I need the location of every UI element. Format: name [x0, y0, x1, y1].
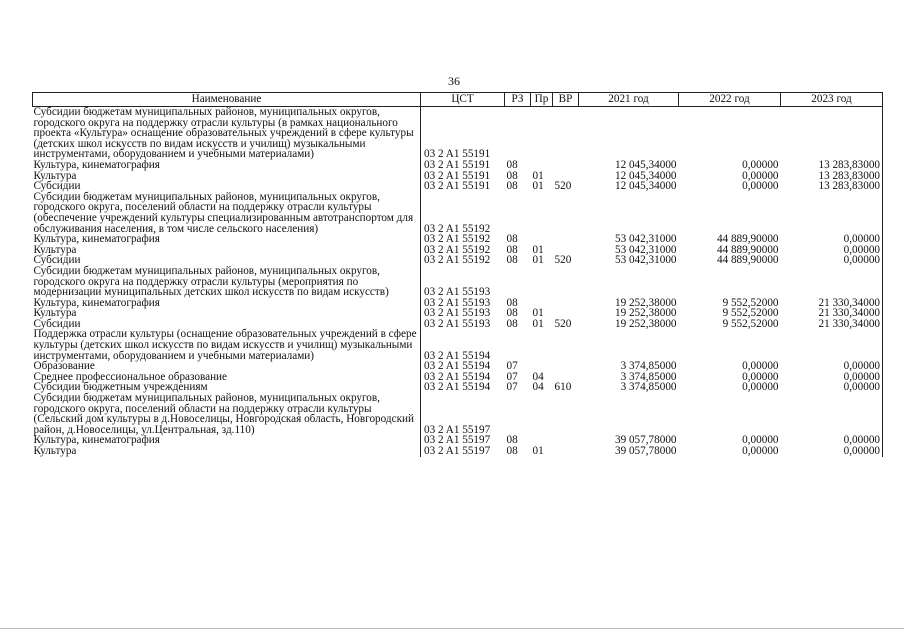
row-name: Культура, кинематография	[33, 298, 421, 309]
row-rz: 08	[506, 243, 518, 256]
row-rz	[505, 266, 531, 298]
table-row	[33, 160, 883, 171]
row-vr: 520	[554, 180, 572, 193]
row-2023: 0,00000	[781, 382, 883, 393]
row-cst: 03 2 A1 55191	[424, 148, 491, 161]
row-2023: 21 330,34000	[781, 319, 883, 330]
row-vr	[553, 446, 579, 457]
budget-table	[32, 92, 883, 457]
row-2023: 0,00000	[781, 234, 883, 245]
row-2022	[679, 393, 781, 435]
table-row	[33, 107, 883, 160]
row-2023	[781, 107, 883, 160]
row-2021: 12 045,34000	[614, 158, 677, 171]
row-2021: 19 252,38000	[614, 307, 677, 320]
row-2023: 0,00000	[781, 372, 883, 383]
row-2022	[679, 329, 781, 361]
row-2021: 53 042,31000	[614, 254, 677, 267]
row-cst: 03 2 A1 55194	[424, 381, 491, 394]
row-2022: 0,00000	[742, 445, 779, 457]
row-name: Субсидии бюджетам муниципальных районов, муниципальных округов, городского округа, поселений области на поддержку отрасли культуры (обеспечение учреждений культуры специализированным автотранспортом для обслуживания населения, в том числе сельского населения)	[33, 192, 421, 234]
row-cst: 03 2 A1 55192	[424, 233, 491, 246]
row-vr	[553, 393, 579, 435]
row-2021: 39 057,78000	[614, 434, 677, 447]
row-2021	[579, 393, 679, 435]
row-pr: 01	[532, 445, 544, 457]
row-2022: 0,00000	[742, 169, 779, 182]
row-2021: 12 045,34000	[614, 169, 677, 182]
row-2021	[579, 266, 679, 298]
row-2021: 19 252,38000	[614, 296, 677, 309]
row-cst: 03 2 A1 55191	[424, 180, 491, 193]
row-pr	[531, 160, 553, 171]
row-vr	[553, 234, 579, 245]
row-rz	[505, 329, 531, 361]
row-pr: 01	[532, 317, 544, 330]
row-pr	[531, 393, 553, 435]
row-2021: 3 374,85000	[620, 370, 677, 383]
row-cst: 03 2 A1 55197	[424, 423, 491, 436]
row-rz: 08	[506, 180, 518, 193]
row-2021	[579, 329, 679, 361]
row-2023	[781, 192, 883, 234]
row-cst: 03 2 A1 55193	[424, 317, 491, 330]
row-rz: 08	[506, 233, 518, 246]
row-name: Образование	[33, 361, 421, 372]
row-2021: 3 374,85000	[620, 381, 677, 394]
row-2021: 3 374,85000	[620, 360, 677, 373]
row-name: Культура	[33, 171, 421, 182]
row-cst: 03 2 A1 55192	[424, 254, 491, 267]
row-pr	[531, 329, 553, 361]
row-pr: 01	[532, 243, 544, 256]
row-rz: 08	[506, 445, 518, 457]
row-pr: 01	[532, 169, 544, 182]
table-row	[33, 329, 883, 361]
row-pr: 04	[532, 381, 544, 394]
row-rz: 08	[506, 317, 518, 330]
row-2023: 0,00000	[781, 361, 883, 372]
row-name: Культура, кинематография	[33, 234, 421, 245]
header-2023: 2023 год	[781, 93, 883, 107]
row-2023: 13 283,83000	[781, 171, 883, 182]
row-pr	[531, 192, 553, 234]
row-cst: 03 2 A1 55193	[424, 307, 491, 320]
row-name: Субсидии	[33, 319, 421, 330]
row-2023: 21 330,34000	[781, 298, 883, 309]
row-2022	[679, 192, 781, 234]
header-pr: Пр	[531, 93, 553, 107]
row-name: Культура	[33, 308, 421, 319]
row-2022: 44 889,90000	[716, 254, 779, 267]
row-name: Поддержка отрасли культуры (оснащение образовательных учреждений в сфере культуры (детских школ искусств по видам искусств и училищ) музыкальными инструментами, оборудованием и учебными материалами)	[33, 329, 421, 361]
row-rz	[505, 107, 531, 160]
row-rz: 08	[506, 158, 518, 171]
row-pr	[531, 266, 553, 298]
row-cst: 03 2 A1 55192	[424, 222, 491, 235]
header-vr: ВР	[553, 93, 579, 107]
row-rz	[505, 192, 531, 234]
row-cst: 03 2 A1 55191	[424, 158, 491, 171]
header-name: Наименование	[33, 93, 421, 107]
row-2023: 13 283,83000	[781, 181, 883, 192]
row-2022: 9 552,52000	[722, 296, 779, 309]
row-2023: 0,00000	[781, 255, 883, 266]
table-row	[33, 192, 883, 234]
row-name: Субсидии	[33, 181, 421, 192]
row-name: Культура, кинематография	[33, 160, 421, 171]
row-pr: 01	[532, 307, 544, 320]
row-2023	[781, 266, 883, 298]
row-vr	[553, 298, 579, 309]
row-2022	[679, 107, 781, 160]
row-2023: 21 330,34000	[781, 308, 883, 319]
row-cst: 03 2 A1 55192	[424, 243, 491, 256]
row-pr: 01	[532, 254, 544, 267]
table-row	[33, 393, 883, 435]
row-rz: 07	[506, 370, 518, 383]
row-name: Субсидии бюджетам муниципальных районов, муниципальных округов, городского округа на поддержку отрасли культуры (в рамках национального проекта «Культура» оснащение образовательных учреждений в сфере культуры (детских школ искусств по видам искусств и училищ) музыкальными инструментами, оборудованием и учебными материалами)	[33, 107, 421, 160]
row-cst: 03 2 A1 55194	[424, 349, 491, 362]
header-rz: РЗ	[505, 93, 531, 107]
row-2023	[781, 329, 883, 361]
row-2023: 0,00000	[781, 446, 883, 457]
row-vr	[553, 435, 579, 446]
row-pr	[531, 107, 553, 160]
row-2021	[579, 107, 679, 160]
row-name: Субсидии бюджетам муниципальных районов, муниципальных округов, городского округа на поддержку отрасли культуры (мероприятия по модернизации муниципальных детских школ искусств по видам искусств)	[33, 266, 421, 298]
row-name: Среднее профессиональное образование	[33, 372, 421, 383]
row-2023: 13 283,83000	[781, 160, 883, 171]
row-rz: 08	[506, 254, 518, 267]
row-2021: 12 045,34000	[614, 180, 677, 193]
row-vr: 610	[554, 381, 572, 394]
row-2022: 9 552,52000	[722, 307, 779, 320]
row-vr: 520	[554, 317, 572, 330]
row-cst: 03 2 A1 55197	[424, 434, 491, 447]
row-2022: 44 889,90000	[716, 243, 779, 256]
row-name: Субсидии	[33, 255, 421, 266]
row-2022	[679, 266, 781, 298]
row-2022: 9 552,52000	[722, 317, 779, 330]
row-rz: 08	[506, 169, 518, 182]
row-name: Культура, кинематография	[33, 435, 421, 446]
row-2022: 0,00000	[742, 158, 779, 171]
row-cst: 03 2 A1 55191	[424, 169, 491, 182]
header-2022: 2022 год	[679, 93, 781, 107]
row-2022: 0,00000	[742, 370, 779, 383]
row-cst: 03 2 A1 55194	[424, 370, 491, 383]
row-name: Культура	[33, 446, 421, 457]
row-name: Субсидии бюджетным учреждениям	[33, 382, 421, 393]
row-vr	[553, 361, 579, 372]
row-rz: 08	[506, 307, 518, 320]
row-2022: 0,00000	[742, 381, 779, 394]
table-header-row	[33, 93, 883, 107]
row-cst: 03 2 A1 55193	[424, 296, 491, 309]
row-2023: 0,00000	[781, 245, 883, 256]
row-2023: 0,00000	[781, 435, 883, 446]
row-pr: 01	[532, 180, 544, 193]
header-2021: 2021 год	[579, 93, 679, 107]
row-vr	[553, 329, 579, 361]
row-cst: 03 2 A1 55197	[424, 445, 491, 457]
row-vr: 520	[554, 254, 572, 267]
row-vr	[553, 160, 579, 171]
row-2021	[579, 192, 679, 234]
header-cst: ЦСТ	[421, 93, 505, 107]
row-2022: 0,00000	[742, 180, 779, 193]
row-vr	[553, 107, 579, 160]
row-pr: 04	[532, 370, 544, 383]
row-cst: 03 2 A1 55193	[424, 286, 491, 299]
row-rz	[505, 393, 531, 435]
row-2022: 0,00000	[742, 360, 779, 373]
page-bottom-line	[0, 628, 904, 629]
row-rz: 07	[506, 381, 518, 394]
row-2021: 19 252,38000	[614, 317, 677, 330]
row-name: Культура	[33, 245, 421, 256]
row-2023	[781, 393, 883, 435]
row-rz: 08	[506, 434, 518, 447]
row-vr	[553, 266, 579, 298]
row-name: Субсидии бюджетам муниципальных районов, муниципальных округов, городского округа, поселений области на поддержку отрасли культуры (Сельский дом культуры в д.Новоселицы, Новгородская область, Новгородский район, д.Новоселицы, ул.Центральная, зд.110)	[33, 393, 421, 435]
row-vr	[553, 192, 579, 234]
row-2021: 39 057,78000	[614, 445, 677, 457]
row-2022: 44 889,90000	[716, 233, 779, 246]
row-2021: 53 042,31000	[614, 233, 677, 246]
row-rz: 07	[506, 360, 518, 373]
row-cst: 03 2 A1 55194	[424, 360, 491, 373]
row-rz: 08	[506, 296, 518, 309]
row-2022: 0,00000	[742, 434, 779, 447]
row-2021: 53 042,31000	[614, 243, 677, 256]
page-number: 36	[448, 74, 460, 88]
table-row	[33, 446, 883, 457]
table-row	[33, 266, 883, 298]
